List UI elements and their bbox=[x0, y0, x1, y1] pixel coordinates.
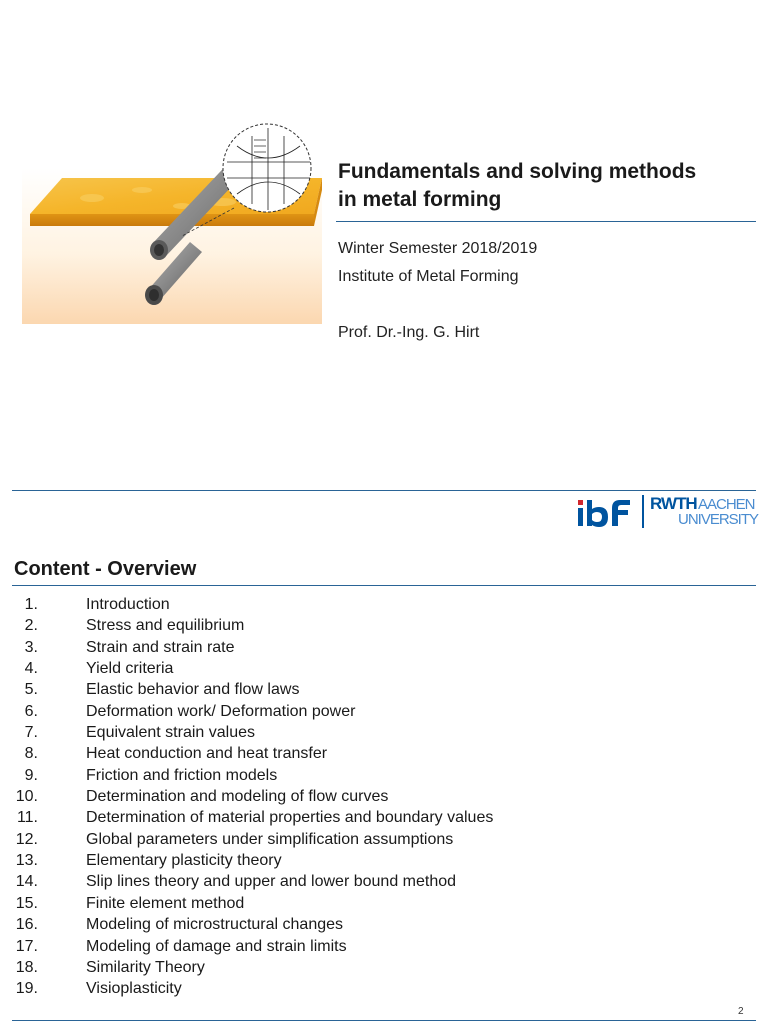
rwth-aachen-logo bbox=[650, 495, 760, 531]
list-item-number: 15. bbox=[15, 894, 38, 912]
list-item bbox=[0, 743, 760, 764]
list-item bbox=[0, 765, 760, 786]
list-item-number: 12. bbox=[15, 830, 38, 848]
list-item-text: Elementary plasticity theory bbox=[86, 852, 282, 870]
list-item-text: Visioplasticity bbox=[86, 980, 182, 998]
list-item-number: 16. bbox=[15, 916, 38, 934]
list-item-number: 7. bbox=[24, 724, 38, 742]
list-item-number: 1. bbox=[24, 596, 38, 613]
list-item-number: 11. bbox=[16, 809, 38, 827]
list-item bbox=[0, 658, 760, 679]
list-item-text: Strain and strain rate bbox=[86, 638, 235, 656]
list-item bbox=[0, 957, 760, 978]
list-item-text: Yield criteria bbox=[86, 660, 174, 678]
list-item-number: 8. bbox=[24, 745, 38, 763]
list-item bbox=[0, 871, 760, 892]
list-item-text: Slip lines theory and upper and lower bound method bbox=[86, 873, 457, 891]
list-item bbox=[0, 978, 760, 999]
list-item-text: Heat conduction and heat transfer bbox=[86, 745, 328, 763]
list-item bbox=[0, 829, 760, 850]
list-item bbox=[0, 679, 760, 700]
list-item bbox=[0, 701, 760, 722]
list-item-text: Introduction bbox=[86, 596, 170, 613]
list-item-text: Finite element method bbox=[86, 894, 245, 912]
content-heading: Content - Overview bbox=[14, 558, 197, 580]
professor-text: Prof. Dr.-Ing. G. Hirt bbox=[338, 324, 480, 341]
list-item-number: 10. bbox=[15, 788, 38, 806]
presentation-title bbox=[338, 158, 758, 214]
list-item bbox=[0, 936, 760, 957]
list-item bbox=[0, 722, 760, 743]
list-item-text: Determination of material properties and boundary values bbox=[86, 809, 494, 827]
list-item-number: 9. bbox=[24, 766, 38, 784]
list-item-number: 2. bbox=[24, 617, 38, 635]
list-item-text: Modeling of damage and strain limits bbox=[86, 937, 347, 955]
list-item bbox=[0, 807, 760, 828]
footer-divider bbox=[12, 490, 756, 491]
university-logo-text: UNIVERSITY bbox=[678, 511, 759, 528]
list-item-text: Similarity Theory bbox=[86, 958, 205, 976]
list-item-number: 3. bbox=[24, 638, 38, 656]
list-item-text: Friction and friction models bbox=[86, 766, 278, 784]
list-item-text: Global parameters under simplification assumptions bbox=[86, 830, 454, 848]
list-item-number: 4. bbox=[24, 660, 38, 678]
list-item bbox=[0, 594, 760, 615]
institute-text: Institute of Metal Forming bbox=[338, 268, 519, 285]
page-number: 2 bbox=[738, 1006, 744, 1017]
list-item bbox=[0, 914, 760, 935]
list-item-text: Determination and modeling of flow curves bbox=[86, 788, 389, 806]
title-divider bbox=[336, 221, 756, 222]
title-line-1: Fundamentals and solving methods bbox=[338, 160, 697, 183]
list-item bbox=[0, 893, 760, 914]
list-item-text: Stress and equilibrium bbox=[86, 617, 245, 635]
list-item-number: 6. bbox=[24, 702, 38, 720]
rwth-logo-text: RWTH bbox=[650, 494, 697, 513]
list-item-text: Elastic behavior and flow laws bbox=[86, 681, 300, 699]
rolling-illustration bbox=[22, 118, 322, 324]
semester-text: Winter Semester 2018/2019 bbox=[338, 240, 538, 257]
list-item-number: 19. bbox=[15, 980, 38, 998]
list-item-number: 13. bbox=[15, 852, 38, 870]
list-item bbox=[0, 786, 760, 807]
list-item bbox=[0, 637, 760, 658]
bottom-divider bbox=[12, 1020, 756, 1021]
list-item bbox=[0, 850, 760, 871]
title-line-2: in metal forming bbox=[338, 188, 502, 211]
content-divider bbox=[12, 585, 756, 586]
list-item-number: 14. bbox=[15, 873, 38, 891]
list-item-number: 18. bbox=[15, 958, 38, 976]
list-item-text: Deformation work/ Deformation power bbox=[86, 702, 356, 720]
content-list bbox=[0, 594, 760, 1000]
logo-separator bbox=[642, 495, 644, 528]
list-item-number: 5. bbox=[24, 681, 38, 699]
list-item bbox=[0, 615, 760, 636]
ibf-logo bbox=[576, 496, 638, 530]
aachen-logo-text: AACHEN bbox=[698, 496, 755, 513]
list-item-number: 17. bbox=[15, 937, 38, 955]
list-item-text: Equivalent strain values bbox=[86, 724, 255, 742]
list-item-text: Modeling of microstructural changes bbox=[86, 916, 344, 934]
